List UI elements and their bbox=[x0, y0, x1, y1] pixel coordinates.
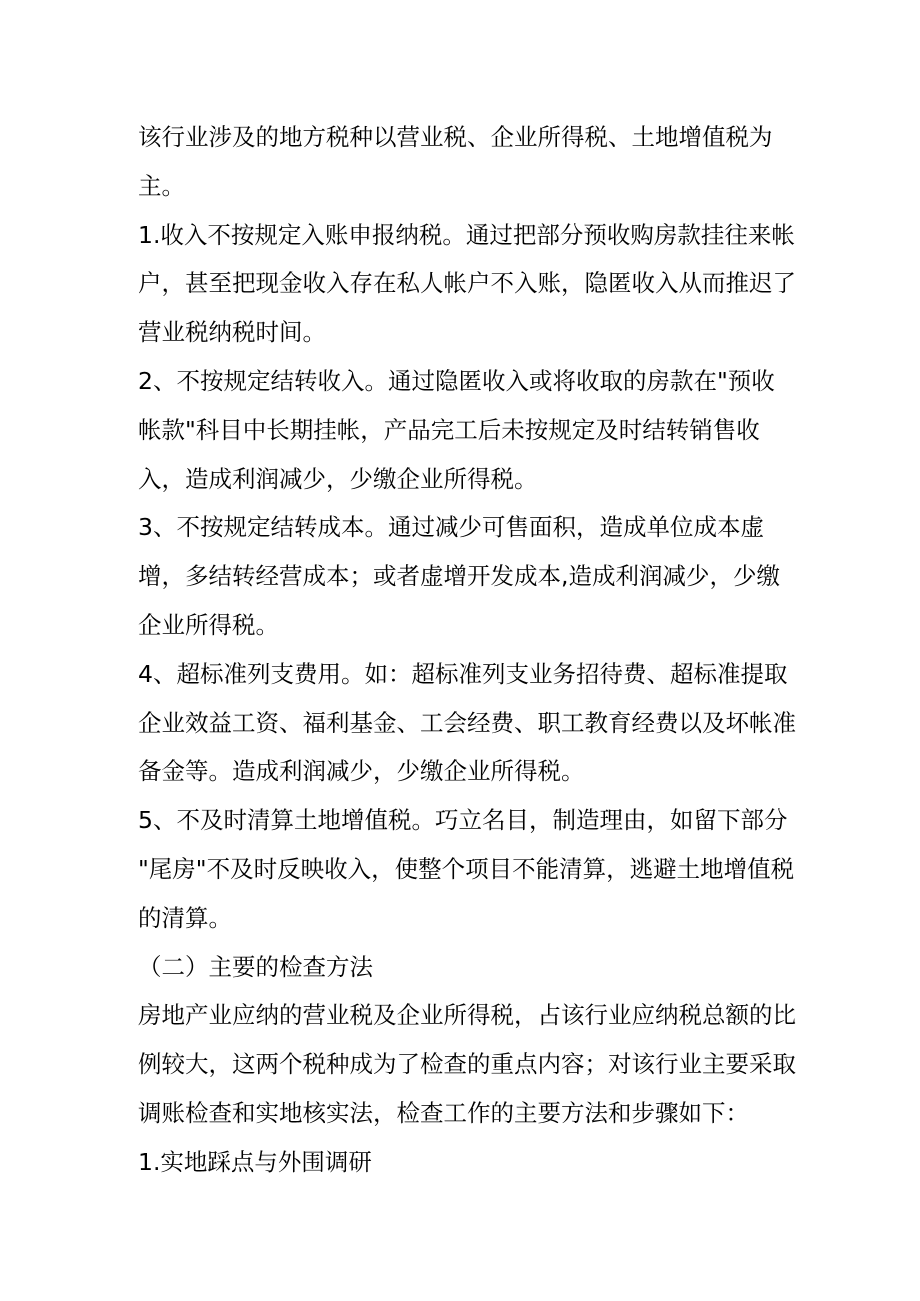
section-heading: （二）主要的检查方法 bbox=[138, 952, 373, 981]
paragraph-step-1: 1.实地踩点与外围调研 bbox=[138, 1147, 372, 1176]
document-body bbox=[138, 113, 798, 1187]
paragraph-item-1: 1.收入不按规定入账申报纳税。通过把部分预收购房款挂往来帐 户，甚至把现金收入存在私人帐户不入账，隐匿收入从而推迟了 营业税纳税时间。 bbox=[138, 220, 796, 347]
paragraph-methods: 房地产业应纳的营业税及企业所得税，占该行业应纳税总额的比 例较大，这两个税种成为了检查的重点内容；对该行业主要采取 调账检查和实地核实法，检查工作的主要方法和步骤如下： bbox=[138, 1001, 796, 1127]
paragraph-item-4: 4、超标准列支费用。如：超标准列支业务招待费、超标准提取 企业效益工资、福利基金、工会经费、职工教育经费以及坏帐准 备金等。造成利润减少，少缴企业所得税。 bbox=[138, 659, 796, 786]
paragraph-item-5: 5、不及时清算土地增值税。巧立名目，制造理由，如留下部分 "尾房"不及时反映收入，使整个项目不能清算，逃避土地增值税 的清算。 bbox=[138, 806, 795, 932]
paragraph-intro: 该行业涉及的地方税种以营业税、企业所得税、土地增值税为 主。 bbox=[138, 123, 773, 200]
paragraph-item-2: 2、不按规定结转收入。通过隐匿收入或将收取的房款在"预收 帐款"科目中长期挂帐，产品完工后未按规定及时结转销售收 入，造成利润减少，少缴企业所得税。 bbox=[138, 366, 775, 493]
paragraph-item-3: 3、不按规定结转成本。通过减少可售面积，造成单位成本虚 增，多结转经营成本；或者虚增开发成本,造成利润减少，少缴 企业所得税。 bbox=[138, 513, 780, 639]
